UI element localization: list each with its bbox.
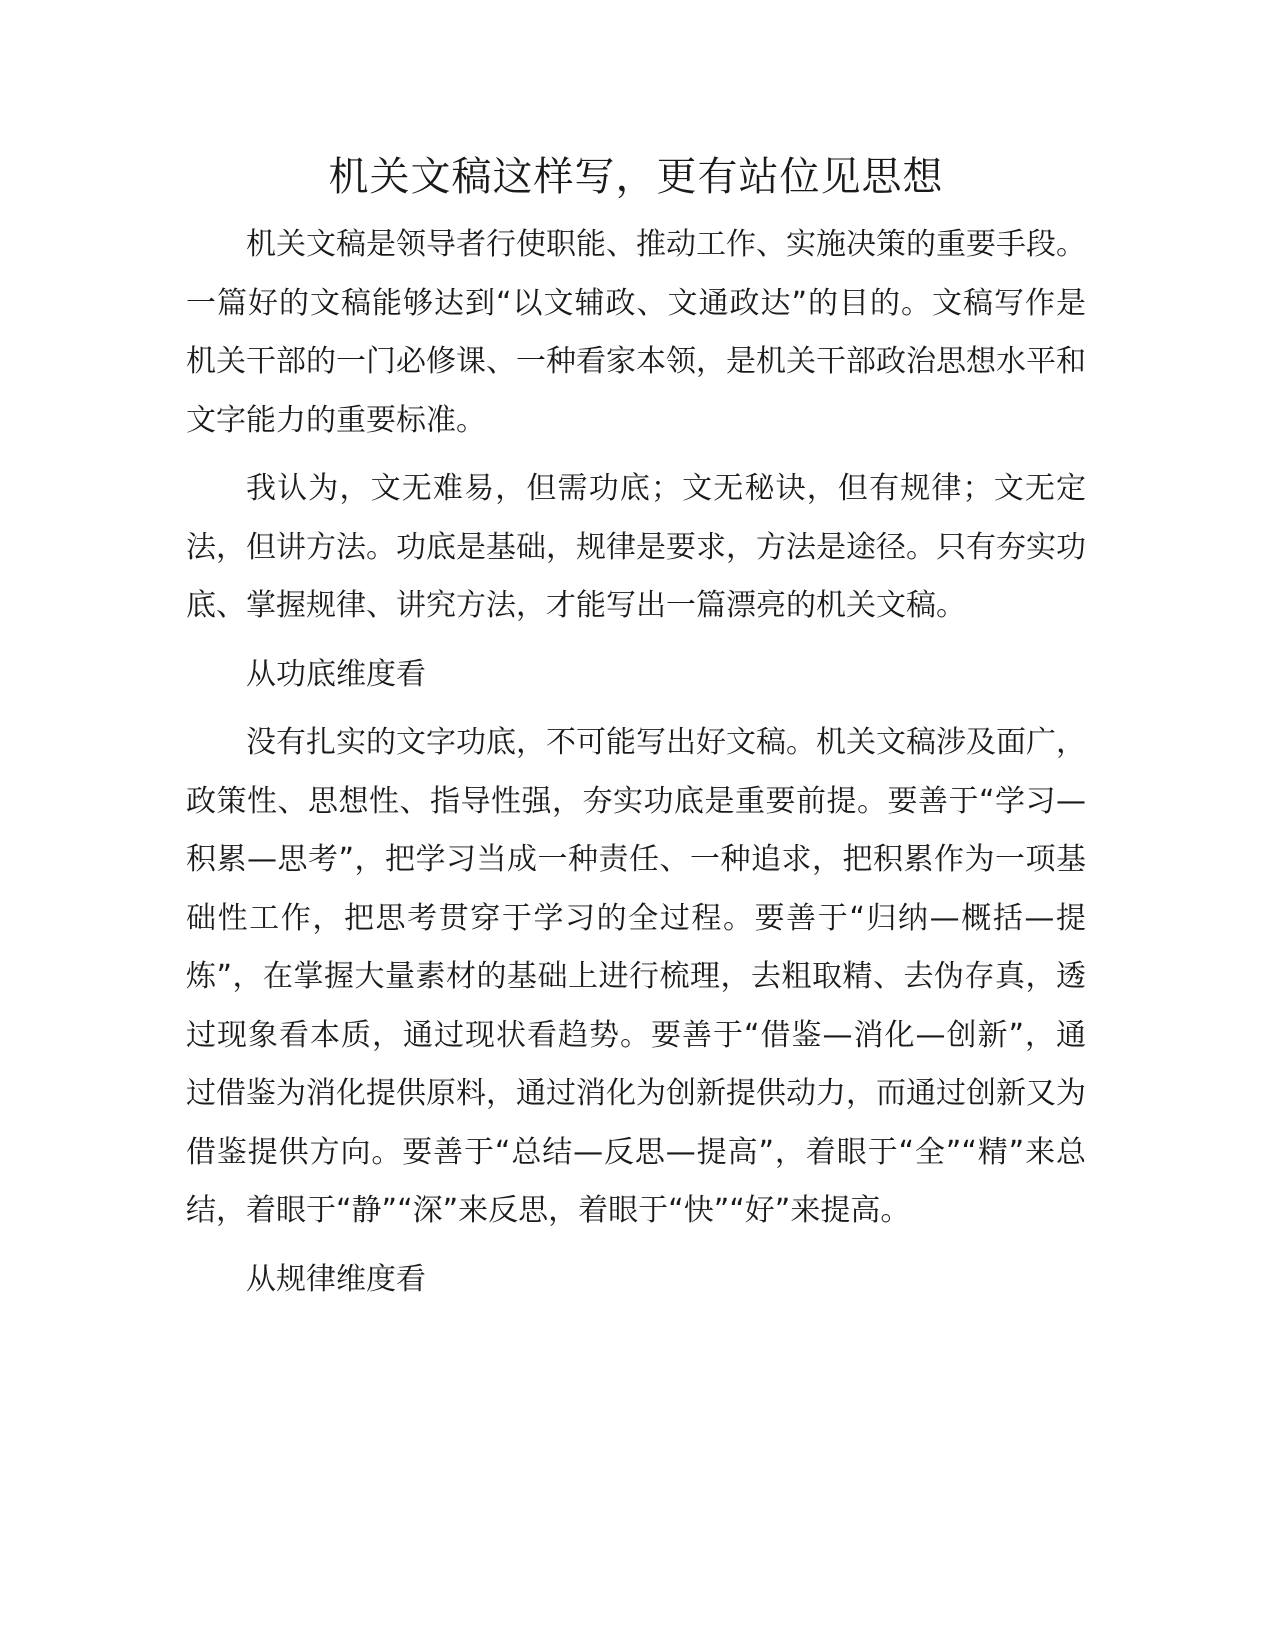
document-title: 机关文稿这样写，更有站位见思想 bbox=[328, 154, 944, 200]
section-paragraph-foundation: 没有扎实的文字功底，不可能写出好文稿。机关文稿涉及面广，政策性、思想性、指导性强，夯实功底是重要前提。要善于“学习—积累—思考”，把学习当成一种责任、一种追求，把积累作为一项基础性工作，把思考贯穿于学习的全过程。要善于“归纳—概括—提炼”，在掌握大量素材的基础上进行梳理，去粗取精、去伪存真，透过现象看本质，通过现状看趋势。要善于“借鉴—消化—创新”，通过借鉴为消化提供原料，通过消化为创新提供动力，而通过创新又为借鉴提供方向。要善于“总结—反思—提高”，着眼于“全”“精”来总结，着眼于“静”“深”来反思，着眼于“快”“好”来提高。 bbox=[186, 725, 1086, 1228]
section-heading-rules: 从规律维度看 bbox=[246, 1261, 426, 1297]
intro-paragraph-2: 我认为，文无难易，但需功底；文无秘诀，但有规律；文无定法，但讲方法。功底是基础，规律是要求，方法是途径。只有夯实功底、掌握规律、讲究方法，才能写出一篇漂亮的机关文稿。 bbox=[186, 471, 1086, 623]
section-heading-foundation: 从功底维度看 bbox=[246, 656, 426, 692]
intro-paragraph-1: 机关文稿是领导者行使职能、推动工作、实施决策的重要手段。一篇好的文稿能够达到“以文辅政、文通政达”的目的。文稿写作是机关干部的一门必修课、一种看家本领，是机关干部政治思想水平和文字能力的重要标准。 bbox=[186, 227, 1086, 438]
document-body bbox=[186, 146, 1086, 1319]
